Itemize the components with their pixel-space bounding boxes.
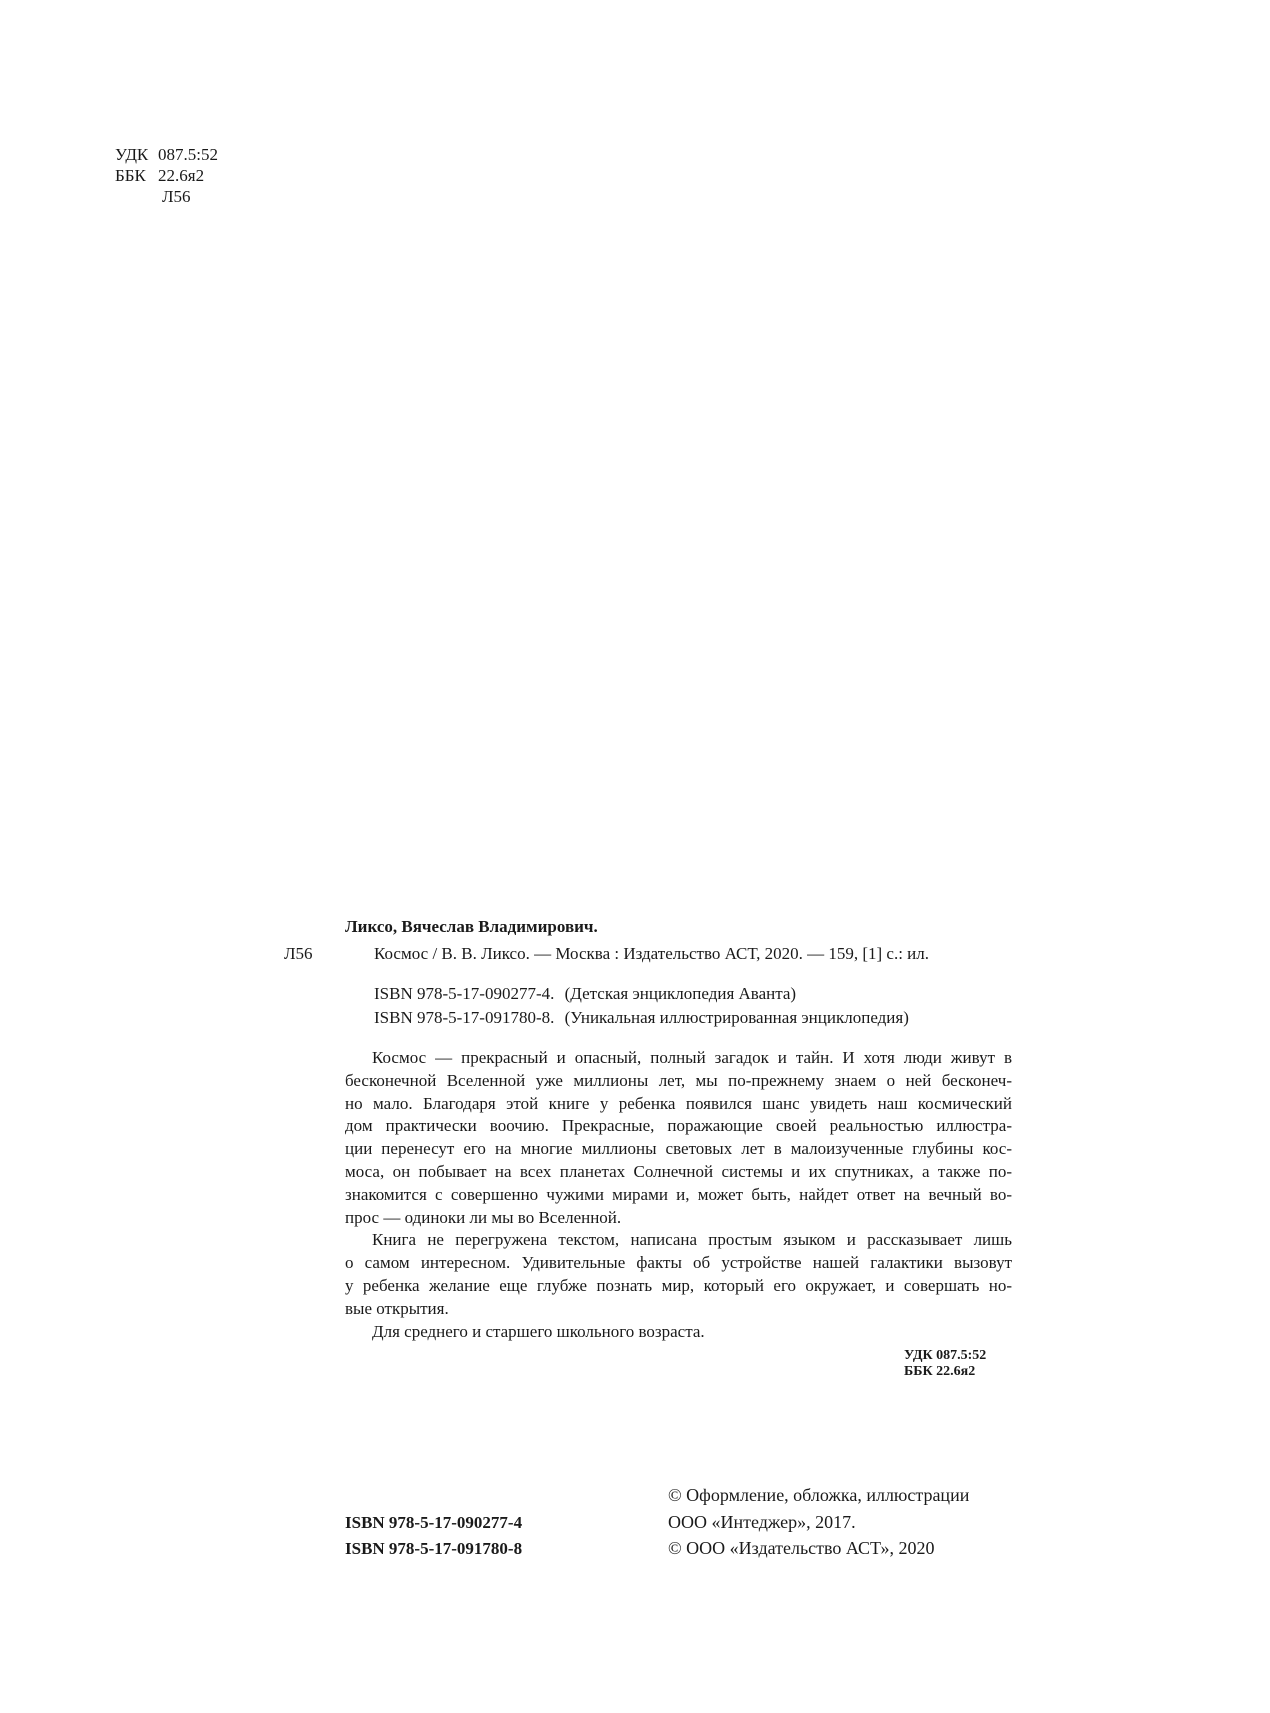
abstract-line: о самом интересном. Удивительные факты об устройстве нашей галактики вызовут — [345, 1253, 1012, 1273]
top-classification — [115, 144, 218, 207]
isbn-bottom-1: ISBN 978-5-17-090277-4 — [345, 1513, 523, 1532]
author-mark-top: Л56 — [162, 187, 191, 206]
abstract-line: дом практически воочию. Прекрасные, поражающие своей реальностью иллюстра- — [345, 1116, 1012, 1136]
bbk-bottom: ББК 22.6я2 — [904, 1364, 976, 1379]
bottom-classification — [904, 1348, 986, 1380]
copyright-line-2: ООО «Интеджер», 2017. — [668, 1511, 856, 1532]
copyright-line-1: © Оформление, обложка, иллюстрации — [668, 1485, 970, 1505]
isbn-1: ISBN 978-5-17-090277-4. — [374, 984, 555, 1003]
isbn-line-1 — [374, 984, 796, 1004]
series-2: (Уникальная иллюстрированная энциклопедия) — [564, 1008, 909, 1027]
isbn-bottom-2: ISBN 978-5-17-091780-8 — [345, 1539, 523, 1558]
abstract-paragraph-1 — [345, 1047, 1012, 1229]
copyright-block — [668, 1482, 969, 1562]
audience-note — [345, 1321, 1012, 1344]
author-mark-left: Л56 — [284, 944, 313, 963]
abstract-line: но мало. Благодаря этой книге у ребенка появился шанс увидеть наш космический — [345, 1093, 1012, 1113]
isbn-line-2 — [374, 1008, 909, 1028]
author-mark-row — [115, 186, 218, 207]
author-heading: Ликсо, Вячеслав Владимирович. — [345, 917, 598, 936]
abstract-line: у ребенка желание еще глубже познать мир, который его окружает, и совершать но- — [345, 1275, 1012, 1295]
abstract-line: вые открытия. — [345, 1298, 449, 1318]
abstract — [345, 1047, 1012, 1343]
abstract-line: ции перенесут его на многие миллионы световых лет в малоизученные глубины кос- — [345, 1139, 1012, 1159]
udk-value: 087.5:52 — [158, 145, 218, 164]
abstract-line: Книга не перегружена текстом, написана простым языком и рассказывает лишь — [372, 1230, 1012, 1250]
bbk-value: 22.6я2 — [158, 166, 205, 185]
title-line: Космос / В. В. Ликсо. — Москва : Издательство АСТ, 2020. — 159, [1] с.: ил. — [374, 944, 929, 963]
isbn-2: ISBN 978-5-17-091780-8. — [374, 1008, 555, 1027]
series-1: (Детская энциклопедия Аванта) — [564, 984, 797, 1003]
udk-row — [115, 144, 218, 165]
udk-bottom: УДК 087.5:52 — [904, 1348, 987, 1363]
abstract-line: моса, он побывает на всех планетах Солнечной системы и их спутниках, а также по- — [345, 1161, 1012, 1181]
abstract-line: знакомится с совершенно чужими мирами и, может быть, найдет ответ на вечный во- — [345, 1184, 1012, 1204]
abstract-paragraph-2 — [345, 1229, 1012, 1320]
abstract-line: прос — одиноки ли мы во Вселенной. — [345, 1207, 622, 1227]
udk-label: УДК — [115, 145, 149, 164]
abstract-line: бесконечной Вселенной уже миллионы лет, мы по-прежнему знаем о ней бесконеч- — [345, 1070, 1012, 1090]
isbn-block — [345, 1510, 522, 1562]
copyright-line-3: © ООО «Издательство АСТ», 2020 — [668, 1538, 935, 1558]
audience-line: Для среднего и старшего школьного возраста. — [372, 1321, 705, 1341]
bbk-row — [115, 165, 218, 186]
abstract-line: Космос — прекрасный и опасный, полный загадок и тайн. И хотя люди живут в — [372, 1048, 1012, 1067]
bbk-label: ББК — [115, 166, 146, 185]
